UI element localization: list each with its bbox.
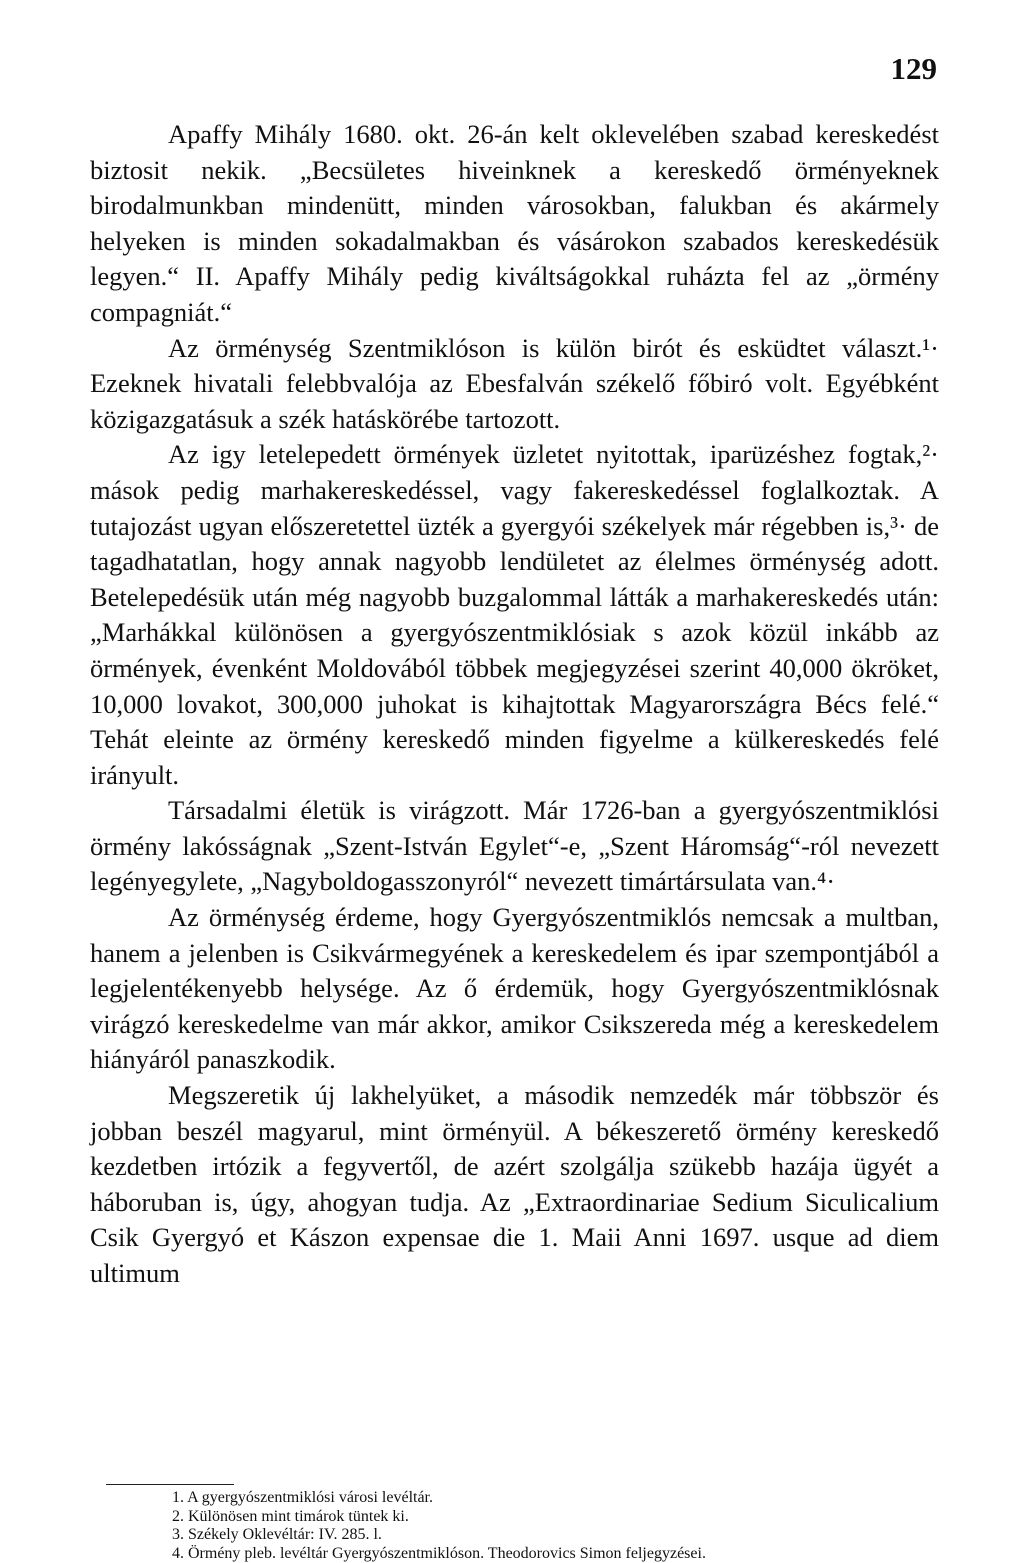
footnote-divider <box>106 1484 234 1485</box>
paragraph: Apaffy Mihály 1680. okt. 26-án kelt oklevelében szabad kereskedést biztosit nekik. „Becsületes hiveinknek a kereskedő örményeknek birodalmunkban mindenütt, minden városokban, falukban és akármely helyeken is minden sokadalmakban és vásárokon szabados kereskedésük legyen.“ II. Apaffy Mihály pedig kiváltságokkal ruházta fel az „örmény compagniát.“ <box>90 117 939 331</box>
footnote: 2. Különösen mint timárok tüntek ki. <box>104 1508 939 1527</box>
body-text <box>90 117 939 1292</box>
footnote: 4. Örmény pleb. levéltár Gyergyószentmiklóson. Theodorovics Simon feljegyzései. <box>104 1545 939 1563</box>
page-number: 129 <box>877 52 937 86</box>
paragraph: Társadalmi életük is virágzott. Már 1726-ban a gyergyószentmiklósi örmény lakósságnak „Szent-István Egylet“-e, „Szent Háromság“-ról nevezett legényegylete, „Nagyboldogasszonyról“ nevezett timártársulata van.⁴· <box>90 793 939 900</box>
paragraph: Megszeretik új lakhelyüket, a második nemzedék már többször és jobban beszél magyarul, mint örményül. A békeszerető örmény kereskedő kezdetben irtózik a fegyvertől, de azért szolgálja szükebb hazája ügyét a háboruban is, úgy, ahogyan tudja. Az „Extraordinariae Sedium Siculicalium Csik Gyergyó et Kászon expensae die 1. Maii Anni 1697. usque ad diem ultimum <box>90 1078 939 1292</box>
footnote: 3. Székely Oklevéltár: IV. 285. l. <box>104 1526 939 1545</box>
footnotes <box>104 1489 939 1563</box>
footnote: 1. A gyergyószentmiklósi városi levéltár. <box>104 1489 939 1508</box>
paragraph: Az örménység Szentmiklóson is külön birót és esküdtet választ.¹· Ezeknek hivatali felebbvalója az Ebesfalván székelő főbiró volt. Egyébként közigazgatásuk a szék hatáskörébe tartozott. <box>90 331 939 438</box>
paragraph: Az örménység érdeme, hogy Gyergyószentmiklós nemcsak a multban, hanem a jelenben is Csikvármegyének a kereskedelem és ipar szempontjából a legjelentékenyebb helysége. Az ő érdemük, hogy Gyergyószentmiklósnak virágzó kereskedelme van már akkor, amikor Csikszereda még a kereskedelem hiányáról panaszkodik. <box>90 900 939 1078</box>
paragraph: Az igy letelepedett örmények üzletet nyitottak, iparüzéshez fogtak,²· mások pedig marhakereskedéssel, vagy fakereskedéssel foglalkoztak. A tutajozást ugyan előszeretettel üzték a gyergyói székelyek már régebben is,³· de tagadhatatlan, hogy annak nagyobb lendületet az élelmes örménység adott. Betelepedésük után még nagyobb buzgalommal látták a marhakereskedés után: „Marhákkal különösen a gyergyószentmiklósiak s azok közül inkább az örmények, évenként Moldovából többek megjegyzései szerint 40,000 ökröket, 10,000 lovakot, 300,000 juhokat is kihajtottak Magyarországra Bécs felé.“ Tehát eleinte az örmény kereskedő minden figyelme a külkereskedés felé irányult. <box>90 437 939 793</box>
